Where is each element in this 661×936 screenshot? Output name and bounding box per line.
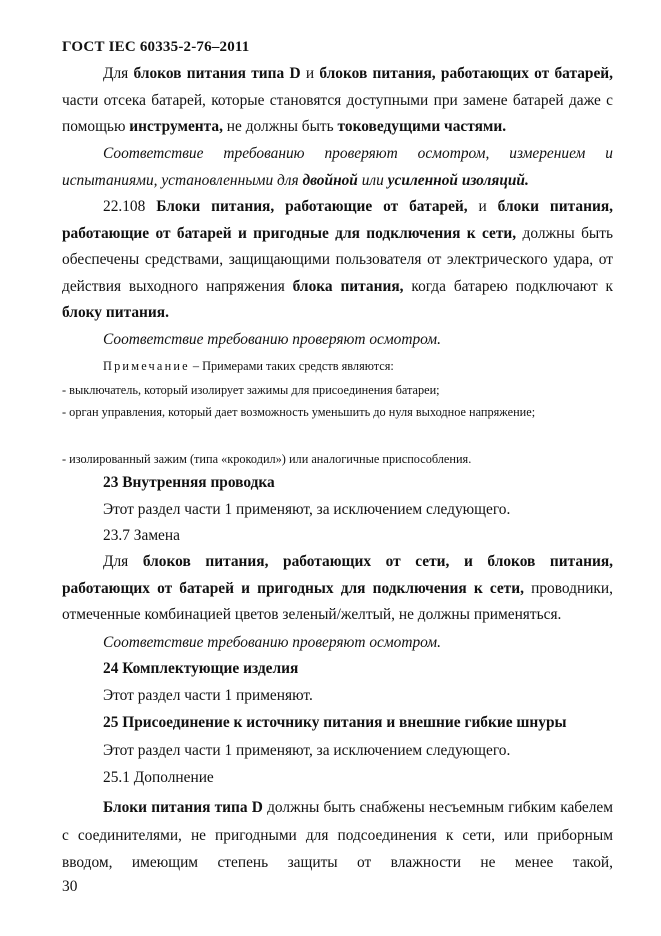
compliance-paragraph-2: Соответствие требованию проверяют осмотром.	[103, 331, 441, 348]
document-header: ГОСТ IEC 60335-2-76–2011	[62, 39, 250, 55]
note-item-2: - орган управления, который дает возможность уменьшить до нуля выходное напряжение;	[62, 405, 536, 419]
section-23-text: Этот раздел части 1 применяют, за исключением следующего.	[103, 501, 511, 518]
compliance-paragraph-3: Соответствие требованию проверяют осмотром.	[103, 634, 441, 651]
compliance-paragraph-1: Соответствие требованию проверяют осмотром, измерением и испытаниями, установленными для двойной или усиленной изоляций.	[62, 145, 613, 189]
paragraph-25-1: Блоки питания типа D должны быть снабжены несъемным гибким кабелем с соединителями, не пригодными для подсоединения к сети, или приборным вводом, имеющим степень защиты от влажности не менее такой,	[62, 799, 613, 871]
heading-section-23: 23 Внутренняя проводка	[103, 474, 275, 491]
heading-section-24: 24 Комплектующие изделия	[103, 660, 299, 677]
paragraph-battery-compartment: Для блоков питания типа D и блоков питания, работающих от батарей, части отсека батарей, которые становятся доступными при замене батарей даже с помощью инструмента, не должны быть токоведущими частями.	[62, 65, 614, 135]
note-intro: Примечание – Примерами таких средств являются:	[103, 359, 394, 373]
page-number: 30	[62, 878, 78, 895]
subsection-25-1: 25.1 Дополнение	[103, 769, 214, 786]
note-item-3: - изолированный зажим (типа «крокодил») или аналогичные приспособления.	[62, 452, 472, 466]
paragraph-23-7: Для блоков питания, работающих от сети, и блоков питания, работающих от батарей и пригодных для подключения к сети, проводники, отмеченные комбинацией цветов зеленый/желтый, не должны применяться.	[62, 553, 613, 623]
subsection-23-7: 23.7 Замена	[103, 527, 180, 544]
note-item-1: - выключатель, который изолирует зажимы для присоединения батареи;	[62, 383, 440, 397]
section-24-text: Этот раздел части 1 применяют.	[103, 687, 313, 704]
heading-section-25: 25 Присоединение к источнику питания и внешние гибкие шнуры	[103, 714, 567, 731]
section-25-text: Этот раздел части 1 применяют, за исключением следующего.	[103, 742, 511, 759]
paragraph-22-108: 22.108 Блоки питания, работающие от батарей, и блоки питания, работающие от батарей и пригодные для подключения к сети, должны быть обеспечены средствами, защищающими пользователя от электрического удара, от действия выходного напряжения блока питания, когда батарею подключают к блоку питания.	[62, 198, 614, 321]
